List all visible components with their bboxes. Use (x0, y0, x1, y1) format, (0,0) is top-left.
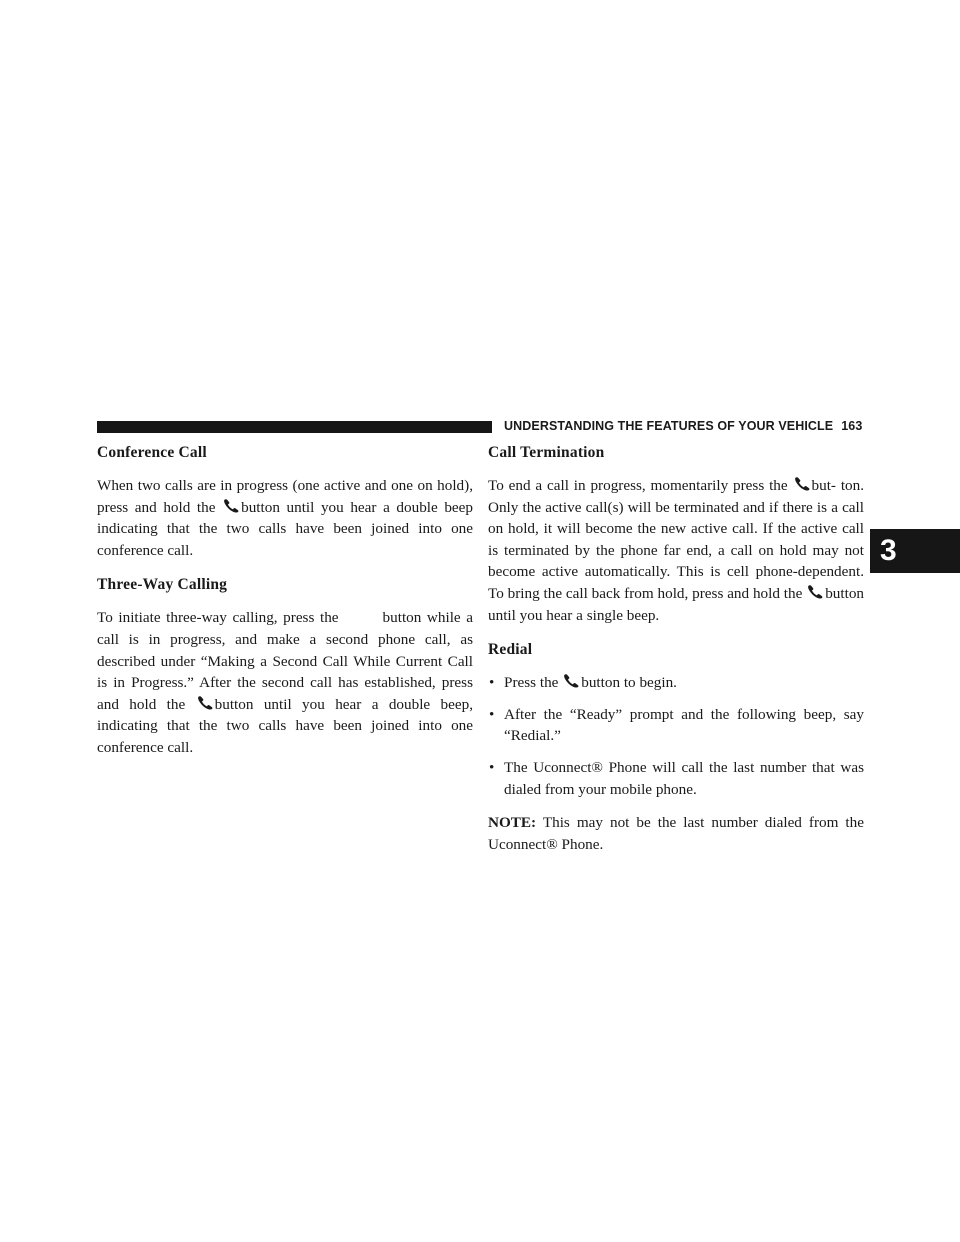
missing-icon-space (339, 621, 383, 622)
phone-handset-icon (563, 673, 580, 688)
phone-handset-icon (807, 584, 824, 599)
paragraph-call-termination: To end a call in progress, momentarily press the but- ton. Only the active call(s) will be terminated and if there is a call on hold, it will become the new active call. If the active call is terminated by the phone far end, a call on hold may not become active automatically. This is cell phone-dependent. To bring the call back from hold, press and hold the button until you hear a single beep. (488, 477, 865, 624)
paragraph-conference-call: When two calls are in progress (one active and one on hold), press and hold the button until you hear a double beep indicating that the two calls have been joined into one conference call. (97, 477, 474, 559)
phone-handset-icon (223, 498, 240, 513)
redial-list (488, 672, 864, 800)
left-column (97, 443, 473, 773)
right-column (488, 443, 864, 869)
running-header (504, 419, 862, 433)
list-item: • The Uconnect® Phone will call the last number that was dialed from your mobile phone. (489, 758, 864, 798)
note-text: This may not be the last number dialed from the Uconnect® Phone. (488, 814, 864, 853)
phone-handset-icon (794, 476, 811, 491)
heading-three-way-calling: Three-Way Calling (97, 576, 228, 594)
section-title: UNDERSTANDING THE FEATURES OF YOUR VEHICLE (504, 419, 834, 433)
chapter-tab: 3 (870, 529, 960, 573)
phone-handset-icon (197, 695, 214, 710)
page-number: 163 (841, 419, 863, 433)
note-label: NOTE: (488, 814, 537, 832)
header-rule (97, 421, 492, 433)
heading-conference-call: Conference Call (97, 444, 207, 461)
list-item: • After the “Ready” prompt and the following beep, say “Redial.” (489, 705, 864, 745)
heading-redial: Redial (488, 641, 533, 659)
paragraph-three-way-calling: To initiate three-way calling, press the button while a call is in progress, and make a second phone call, as described under “Making a Second Call While Current Call is in Progress.” After the second call has established, press and hold the button until you hear a double beep, indicating that the two calls have been joined into one conference call. (97, 609, 474, 756)
heading-call-termination: Call Termination (488, 444, 605, 461)
note-paragraph (488, 812, 864, 855)
list-item: • Press the button to begin. (489, 674, 677, 692)
